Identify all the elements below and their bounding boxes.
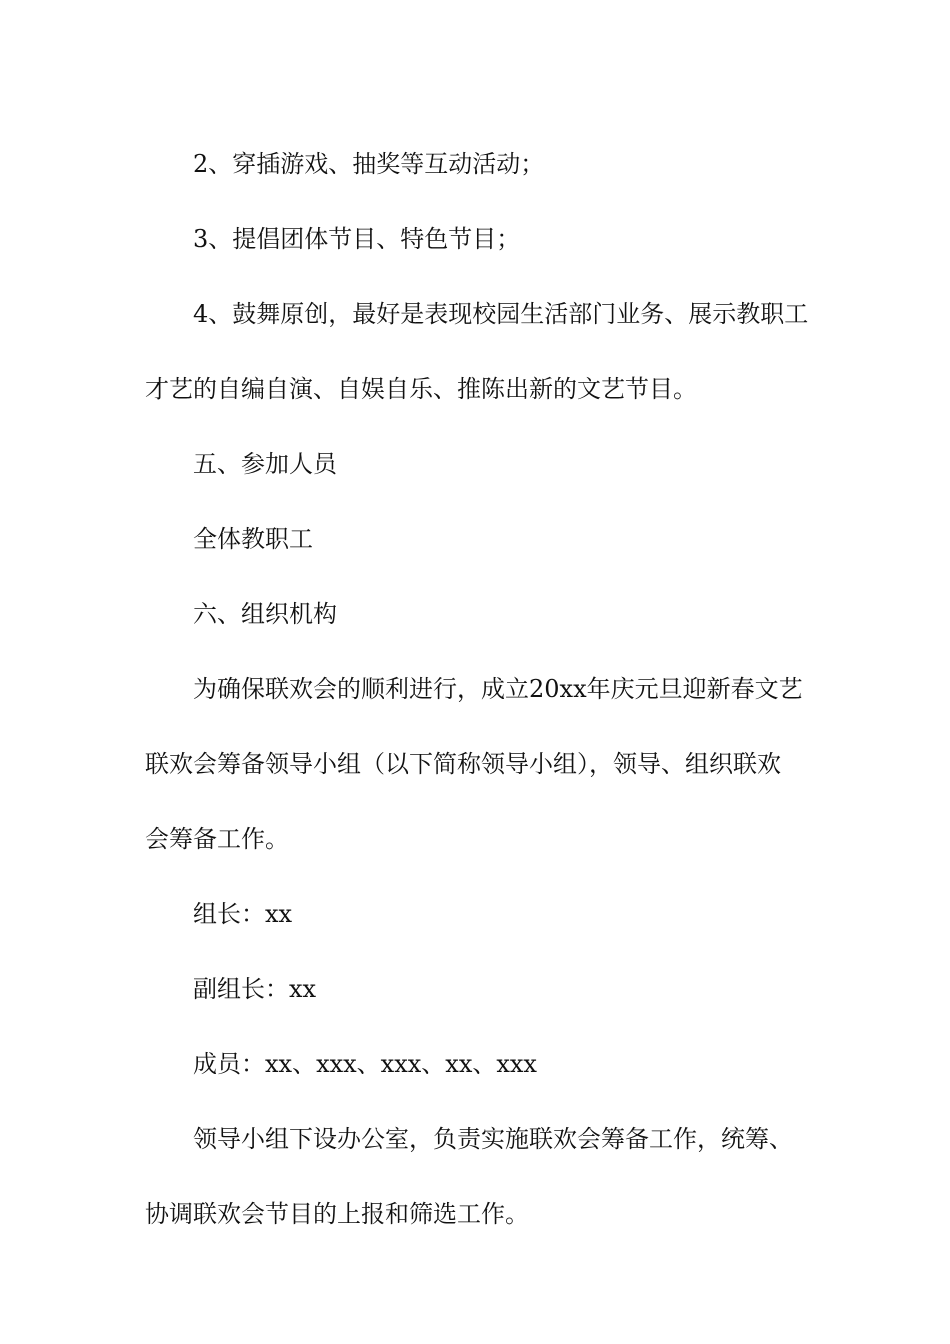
list-item-4 [145,277,810,427]
paragraph-line: 联欢会筹备领导小组（以下简称领导小组），领导、组织联欢 [145,750,781,778]
deputy-group-leader: 副组长：xx [193,975,317,1003]
office-paragraph [145,1102,810,1252]
paragraph-line: 会筹备工作。 [145,825,289,853]
group-leader: 组长：xx [193,900,293,928]
section-heading-participants: 五、参加人员 [193,450,337,478]
participants-text: 全体教职工 [193,525,313,553]
paragraph-line: 才艺的自编自演、自娱自乐、推陈出新的文艺节目。 [145,375,697,403]
organization-paragraph [145,652,810,877]
document-body [145,127,810,1252]
list-item-2: 2、穿插游戏、抽奖等互动活动； [193,150,545,178]
list-item-3: 3、提倡团体节目、特色节目； [193,225,521,253]
paragraph-line: 4、鼓舞原创，最好是表现校园生活部门业务、展示教职工 [193,300,809,328]
group-members: 成员：xx、xxx、xxx、xx、xxx [193,1050,537,1078]
paragraph-line: 协调联欢会节目的上报和筛选工作。 [145,1200,529,1228]
paragraph-line: 领导小组下设办公室，负责实施联欢会筹备工作，统筹、 [193,1125,793,1153]
paragraph-line: 为确保联欢会的顺利进行，成立20xx年庆元旦迎新春文艺 [193,675,803,703]
section-heading-organization: 六、组织机构 [193,600,337,628]
